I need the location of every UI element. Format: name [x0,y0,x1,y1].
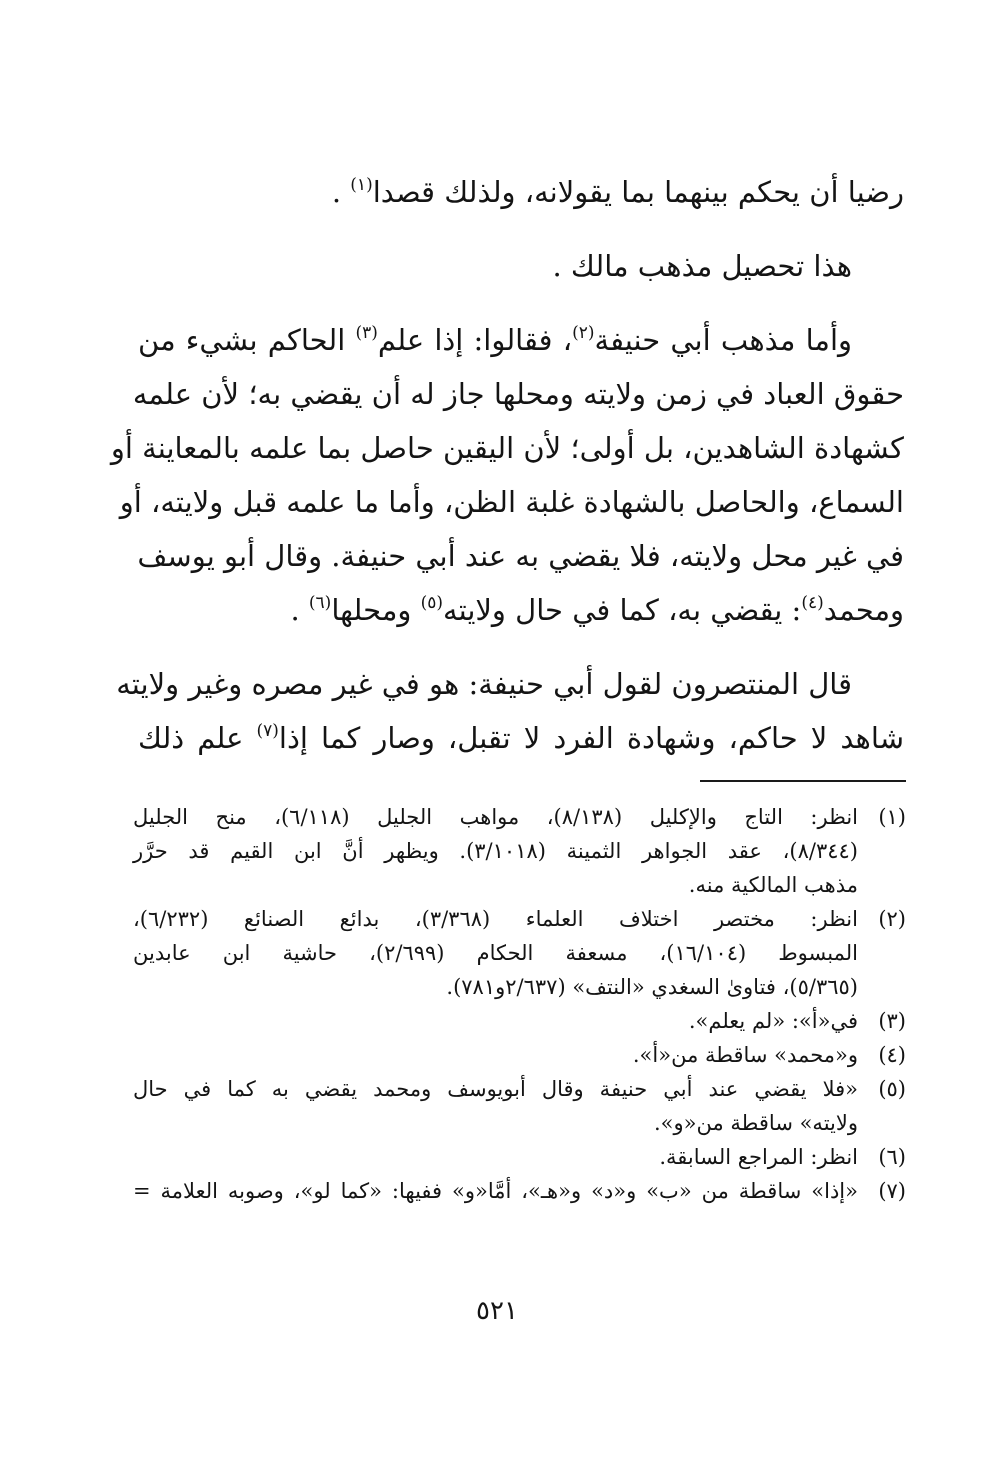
footnote-number: (٧) [878,1179,906,1203]
text-segment: وأما مذهب أبي حنيفة [594,323,853,357]
text-line [138,239,904,293]
footnote-line: «إذا» ساقطة من «ب» و«د» و«هـ»، أمَّا«و» ففيها: «كما لو»، وصوبه العلامة = [133,1179,858,1203]
text-segment: . [290,593,309,627]
text-segment: ومحلها [331,593,421,627]
text-segment: ومحمد [823,593,904,627]
footnote-reference: (٦) [308,593,332,613]
footnote-line: انظر: مختصر اختلاف العلماء (٣/٣٦٨)، بدائع الصنائع (٦/٢٣٢)، [133,907,858,931]
footnote [133,1004,906,1038]
text-line [110,421,904,475]
footnote-line: مذهب المالكية منه. [688,873,858,897]
text-segment: في غير محل ولايته، فلا يقضي به عند أبي حنيفة. وقال أبو يوسف [137,539,904,573]
footnote-separator [700,780,906,782]
footnote-line: انظر: المراجع السابقة. [659,1145,858,1169]
text-line [138,529,904,583]
footnote-reference: (١) [350,175,373,195]
footnote [133,1038,906,1072]
footnote-number: (٥) [878,1077,906,1101]
text-segment: شاهد لا حاكم، وشهادة الفرد لا تقبل، وصار كما إذا [278,721,904,755]
footnote-number: (٤) [878,1043,906,1067]
footnote-reference: (٧) [256,721,279,741]
footnote-line: «فلا يقضي عند أبي حنيفة وقال أبويوسف ومحمد يقضي به كما في حال [133,1077,858,1101]
footnote-number: (١) [878,805,906,829]
text-segment: الحاكم بشيء من [138,323,356,357]
paragraph-gap [138,293,904,313]
text-line [138,583,904,637]
footnote [133,902,906,1004]
footnote-reference: (٢) [572,323,595,343]
text-segment: . [331,175,351,209]
footnote [133,1140,906,1174]
text-segment: ، فقالوا: إذا علم [377,323,573,357]
footnote-reference: (٥) [420,593,444,613]
footnote-line: و«محمد» ساقطة من«أ». [632,1043,858,1067]
footnote [133,800,906,902]
text-line [138,313,904,367]
footnote-line: (٥/٣٦٥)، فتاوىٰ السغدي «النتف» (٢/٦٣٧و٧٨١). [446,975,858,999]
footnote-line: في«أ»: «لم يعلم». [688,1009,858,1033]
paragraph-gap [138,637,904,657]
footnote-line: ولايته» ساقطة من«و». [653,1111,858,1135]
footnote-reference: (٤) [801,593,824,613]
paragraph-gap [138,219,904,239]
footnote-line: انظر: التاج والإكليل (٨/١٣٨)، مواهب الجليل (٦/١١٨)، منح الجليل [133,805,858,829]
text-segment: السماع، والحاصل بالشهادة غلبة الظن، وأما ما علمه قبل ولايته، أو [119,485,904,519]
footnote-number: (٣) [878,1009,906,1033]
text-segment: كشهادة الشاهدين، بل أولى؛ لأن اليقين حاصل بما علمه بالمعاينة أو [110,431,904,465]
text-segment: قال المنتصرون لقول أبي حنيفة: هو في غير مصره وغير ولايته [116,667,852,701]
text-segment: : يقضي به، كما في حال ولايته [443,593,802,627]
main-text [110,165,904,765]
text-line [138,711,904,765]
footnote [133,1072,906,1140]
page-number: ٥٢١ [476,1296,518,1326]
footnotes [133,800,906,1208]
footnote-number: (٢) [878,907,906,931]
footnote [133,1174,906,1208]
text-line [116,657,904,711]
footnote-line: (٨/٣٤٤)، عقد الجواهر الثمينة (٣/١٠١٨). ويظهر أنَّ ابن القيم قد حرَّر [133,839,858,863]
text-segment: هذا تحصيل مذهب مالك . [552,249,852,283]
text-line [119,475,904,529]
text-segment: رضيا أن يحكم بينهما بما يقولانه، ولذلك قصدا [372,175,904,209]
text-segment: علم ذلك [138,721,257,755]
footnote-number: (٦) [878,1145,906,1169]
footnote-line: المبسوط (١٦/١٠٤)، مسعفة الحكام (٢/٦٩٩)، حاشية ابن عابدين [133,941,858,965]
text-segment: حقوق العباد في زمن ولايته ومحلها جاز له أن يقضي به؛ لأن علمه [132,377,904,411]
text-line [138,165,904,219]
footnote-reference: (٣) [355,323,378,343]
text-line [132,367,904,421]
